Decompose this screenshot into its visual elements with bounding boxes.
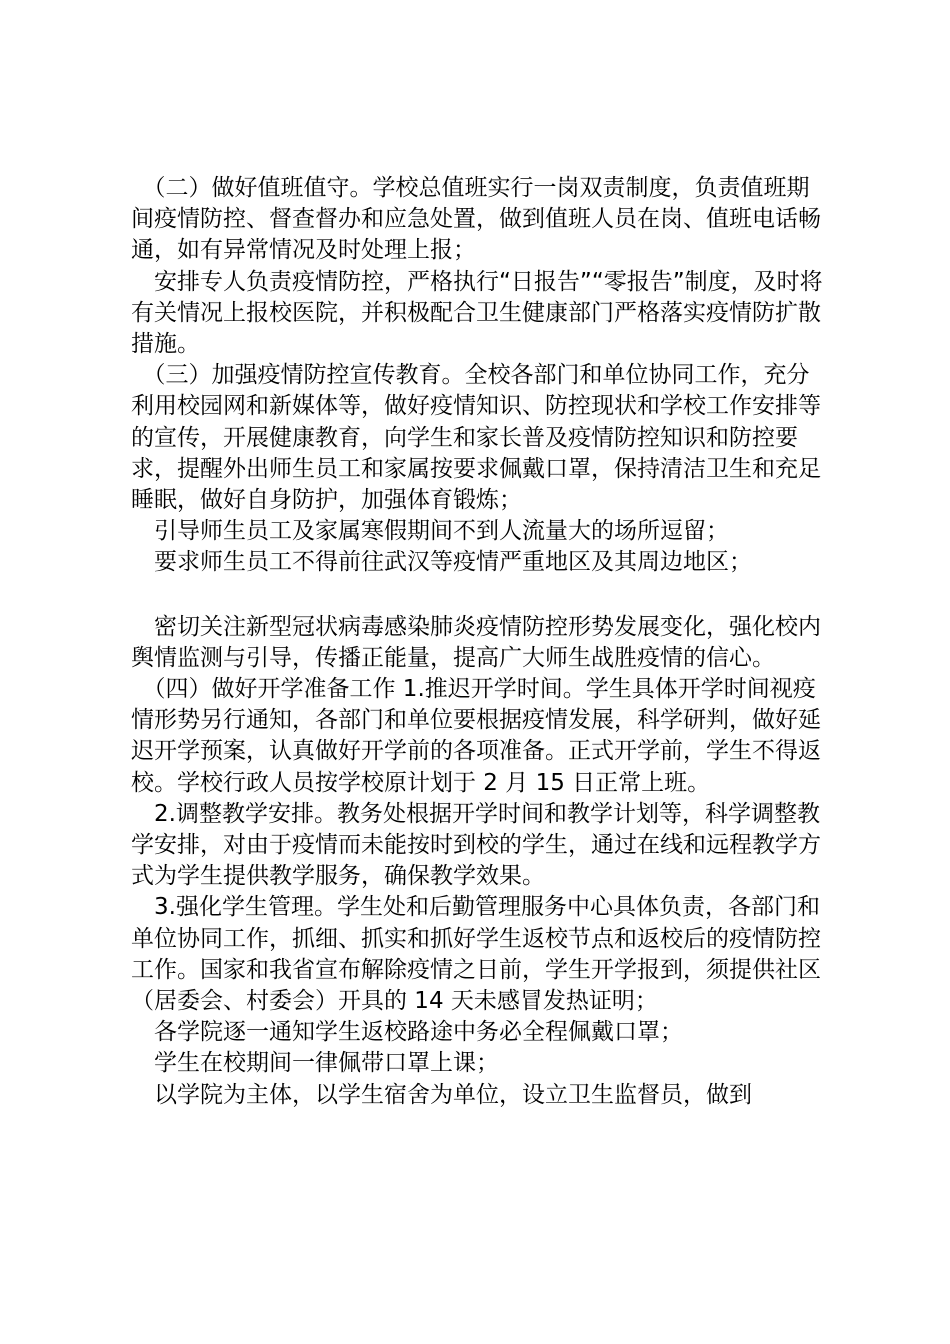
paragraph-dedicated-staff: 安排专人负责疫情防控，严格执行“日报告”“零报告”制度，及时将有关情况上报校医院，并积极配合卫生健康部门严格落实疫情防扩散措施。: [131, 268, 823, 358]
paragraph-school-opening: （四）做好开学准备工作 1.推迟开学时间。学生具体开学时间视疫情形势另行通知，各部门和单位要根据疫情发展，科学研判，做好延迟开学预案，认真做好开学前的各项准备。正式开学前，学生不得返校。学校行政人员按学校原计划于 2 月 15 日正常上班。: [131, 676, 821, 796]
document-body: [131, 173, 831, 1111]
paragraph-mask-on-journey: 各学院逐一通知学生返校路途中务必全程佩戴口罩；: [131, 1019, 683, 1046]
blank-line: [131, 579, 831, 612]
paragraph-student-management: 3.强化学生管理。学生处和后勤管理服务中心具体负责，各部门和单位协同工作，抓细、抓实和抓好学生返校节点和返校后的疫情防控工作。国家和我省宣布解除疫情之日前，学生开学报到，须提供社区（居委会、村委会）开具的 14 天未感冒发热证明；: [131, 894, 821, 1015]
paragraph-duty-watch: （二）做好值班值守。学校总值班实行一岗双责制度，负责值班期间疫情防控、督查督办和应急处置，做到值班人员在岗、值班电话畅通，如有异常情况及时处理上报；: [131, 175, 821, 264]
paragraph-avoid-crowds: 引导师生员工及家属寒假期间不到人流量大的场所逗留；: [131, 518, 729, 545]
paragraph-public-opinion: 密切关注新型冠状病毒感染肺炎疫情防控形势发展变化，强化校内舆情监测与引导，传播正能量，提高广大师生战胜疫情的信心。: [131, 613, 821, 671]
paragraph-hygiene-supervisor: 以学院为主体，以学生宿舍为单位，设立卫生监督员，做到: [131, 1081, 752, 1108]
paragraph-teaching-arrangement: 2.调整教学安排。教务处根据开学时间和教学计划等，科学调整教学安排，对由于疫情而未能按时到校的学生，通过在线和远程教学方式为学生提供教学服务，确保教学效果。: [131, 800, 821, 890]
paragraph-mask-in-class: 学生在校期间一律佩带口罩上课；: [131, 1050, 499, 1077]
paragraph-publicity-education: （三）加强疫情防控宣传教育。全校各部门和单位协同工作，充分利用校园网和新媒体等，做好疫情知识、防控现状和学校工作安排等的宣传，开展健康教育，向学生和家长普及疫情防控知识和防控要求，提醒外出师生员工和家属按要求佩戴口罩，保持清洁卫生和充足睡眠，做好自身防护，加强体育锻炼；: [131, 362, 821, 514]
paragraph-travel-restriction: 要求师生员工不得前往武汉等疫情严重地区及其周边地区；: [131, 549, 752, 576]
